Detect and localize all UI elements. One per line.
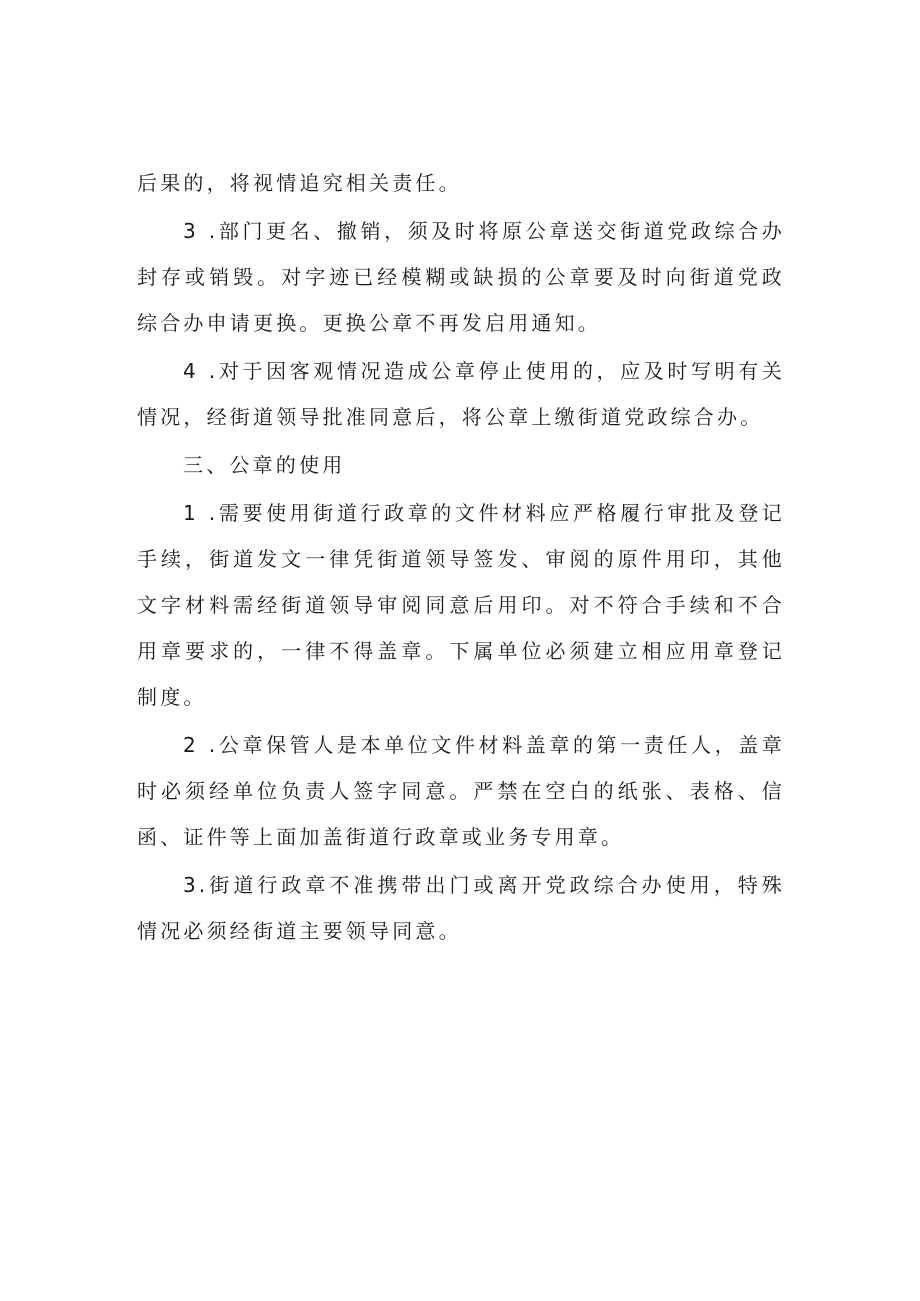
paragraph-item-2-4: 4 .对于因客观情况造成公章停止使用的，应及时写明有关情况，经街道领导批准同意后，将公章上缴街道党政综合办。: [137, 359, 785, 429]
section-heading-3: 三、公章的使用: [183, 453, 346, 477]
paragraph-item-2-3: 3 .部门更名、撤销，须及时将原公章送交街道党政综合办封存或销毁。对字迹已经模糊或缺损的公章要及时向街道党政综合办申请更换。更换公章不再发启用通知。: [137, 219, 785, 335]
document-body: [137, 160, 785, 956]
paragraph-item-3-2: 2 .公章保管人是本单位文件材料盖章的第一责任人，盖章时必须经单位负责人签字同意。严禁在空白的纸张、表格、信函、证件等上面加盖街道行政章或业务专用章。: [137, 733, 785, 849]
paragraph-item-3-1: 1 .需要使用街道行政章的文件材料应严格履行审批及登记手续，街道发文一律凭街道领导签发、审阅的原件用印，其他文字材料需经街道领导审阅同意后用印。对不符合手续和不合用章要求的，一律不得盖章。下属单位必须建立相应用章登记制度。: [137, 501, 785, 709]
paragraph-item-3-3: 3.街道行政章不准携带出门或离开党政综合办使用，特殊情况必须经街道主要领导同意。: [137, 873, 785, 943]
paragraph-continuation: 后果的，将视情追究相关责任。: [137, 171, 462, 195]
